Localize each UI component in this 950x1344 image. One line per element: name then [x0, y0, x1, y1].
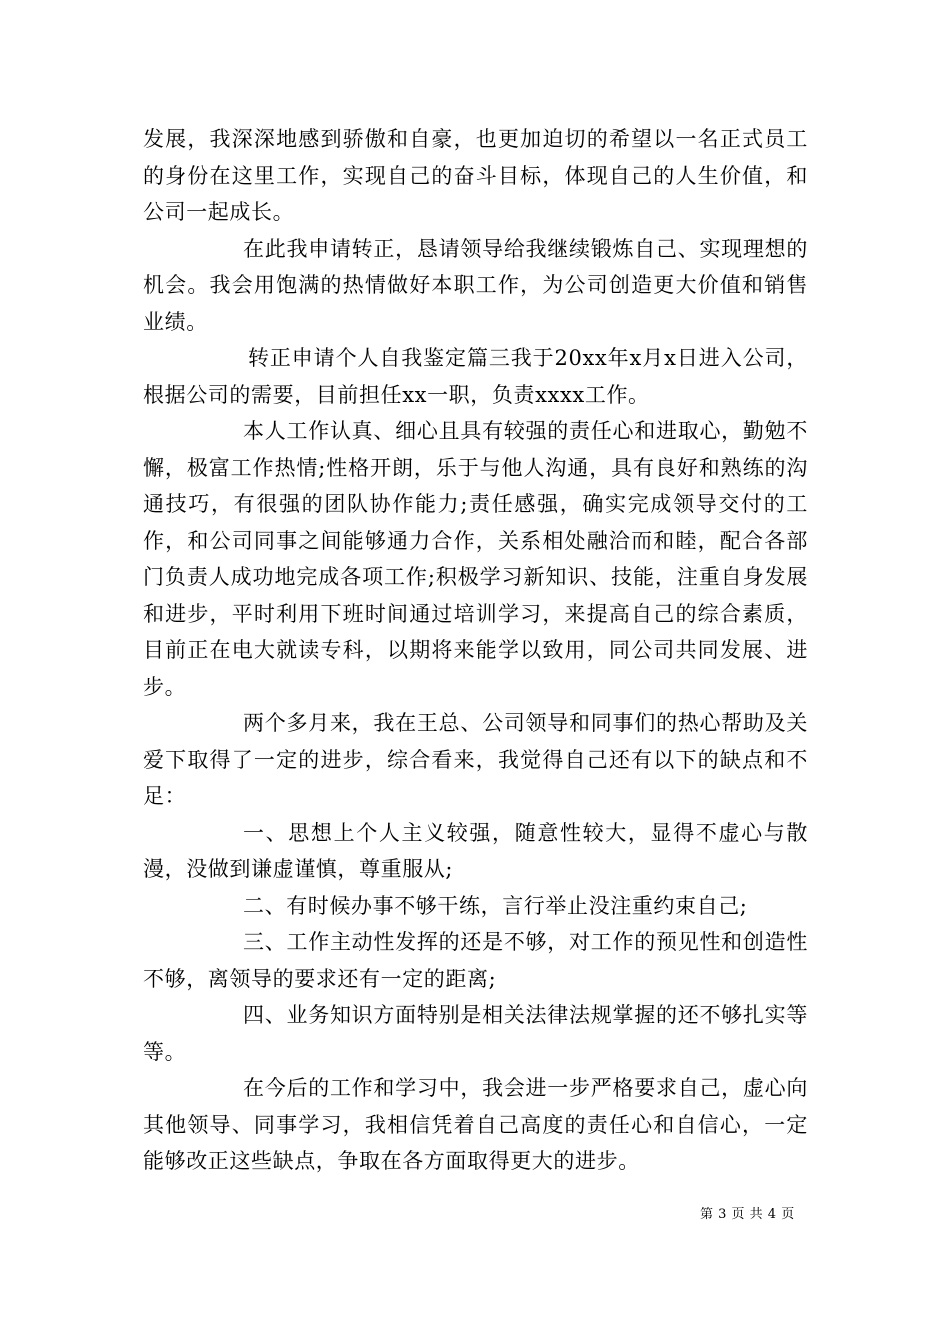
paragraph-self-assessment: 本人工作认真、细心且具有较强的责任心和进取心，勤勉不懈，极富工作热情;性格开朗，乐于与他人沟通，具有良好和熟练的沟通技巧，有很强的团队协作能力;责任感强，确实完成领导交付的工作，和公司同事之间能够通力合作，关系相处融洽而和睦，配合各部门负责人成功地完成各项工作;积极学习新知识、技能，注重自身发展和进步，平时利用下班时间通过培训学习，来提高自己的综合素质，目前正在电大就读专科，以期将来能学以致用，同公司共同发展、进步。: [143, 419, 808, 699]
list-item-shortcoming-3: 三、工作主动性发挥的还是不够，对工作的预见性和创造性不够，离领导的要求还有一定的距离;: [143, 930, 808, 991]
paragraph-conclusion: 在今后的工作和学习中，我会进一步严格要求自己，虚心向其他领导、同事学习，我相信凭着自己高度的责任心和自信心，一定能够改正这些缺点，争取在各方面取得更大的进步。: [143, 1076, 808, 1173]
list-item-shortcoming-1: 一、思想上个人主义较强，随意性较大，显得不虚心与散漫，没做到谦虚谨慎，尊重服从;: [143, 820, 808, 881]
paragraph-shortcomings-intro: 两个多月来，我在王总、公司领导和同事们的热心帮助及关爱下取得了一定的进步，综合看来，我觉得自己还有以下的缺点和不足：: [143, 711, 808, 808]
page-number-footer: 第 3 页 共 4 页: [700, 1207, 795, 1222]
paragraph-application: 在此我申请转正，恳请领导给我继续锻炼自己、实现理想的机会。我会用饱满的热情做好本职工作，为公司创造更大价值和销售业绩。: [143, 236, 808, 334]
paragraph-section-three-intro: 转正申请个人自我鉴定篇三我于20xx年x月x日进入公司，根据公司的需要，目前担任xx一职，负责xxxx工作。: [143, 346, 808, 407]
list-item-shortcoming-2: 二、有时候办事不够干练，言行举止没注重约束自己;: [243, 893, 748, 918]
paragraph-continuation: 发展，我深深地感到骄傲和自豪，也更加迫切的希望以一名正式员工的身份在这里工作，实现自己的奋斗目标，体现自己的人生价值，和公司一起成长。: [143, 127, 808, 224]
document-body: [143, 121, 808, 1180]
list-item-shortcoming-4: 四、业务知识方面特别是相关法律法规掌握的还不够扎实等等。: [143, 1003, 808, 1064]
